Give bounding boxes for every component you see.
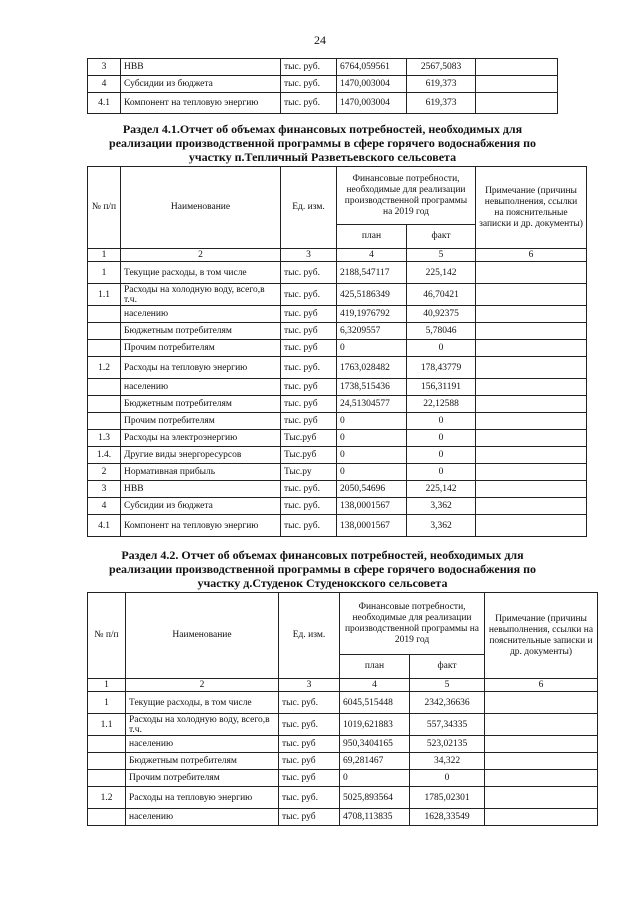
cell-fact: 225,142 (407, 481, 476, 498)
cell-plan: 1470,003004 (337, 76, 407, 93)
cell-fact: 46,70421 (407, 284, 476, 306)
cell-num (88, 809, 126, 826)
cell-unit: Тыс.руб (281, 430, 337, 447)
cell-note (476, 93, 558, 114)
cell-unit: тыс. руб (281, 323, 337, 340)
header-name: Наименование (121, 167, 281, 249)
cell-plan: 6,3209557 (337, 323, 407, 340)
cell-fact: 619,373 (407, 76, 476, 93)
cell-num (88, 323, 121, 340)
cell-unit: тыс. руб (281, 340, 337, 357)
cell-fact: 5,78046 (407, 323, 476, 340)
cell-note (485, 736, 598, 753)
cell-plan: 0 (340, 770, 410, 787)
header-fact: факт (410, 655, 485, 679)
cell-unit: Тыс.ру (281, 464, 337, 481)
cell-note (476, 379, 587, 396)
cell-plan: 1019,621883 (340, 714, 410, 736)
cell-name: НВВ (121, 481, 281, 498)
table-row (88, 59, 558, 76)
section-4-1-table (87, 166, 587, 537)
table-row (88, 753, 598, 770)
header-unit: Ед. изм. (279, 593, 340, 679)
cell-name: Прочим потребителям (121, 340, 281, 357)
header-note: Примечание (причины невыполнения, ссылки на пояснительные записки и др. документы) (476, 167, 587, 249)
cell-name: Расходы на холодную воду, всего,в т.ч. (121, 284, 281, 306)
cell-unit: тыс. руб. (279, 714, 340, 736)
header-needs: Финансовые потребности, необходимые для реализации производственной программы на 2019 год (340, 593, 485, 655)
cell-name: населению (121, 379, 281, 396)
cell-name: населению (126, 736, 279, 753)
table-row (88, 413, 587, 430)
cell-num: 2 (88, 464, 121, 481)
cell-num (88, 306, 121, 323)
col-index: 2 (126, 679, 279, 692)
table-row (88, 93, 558, 114)
cell-plan: 6764,059561 (337, 59, 407, 76)
col-index: 6 (485, 679, 598, 692)
header-unit: Ед. изм. (281, 167, 337, 249)
cell-plan: 425,5186349 (337, 284, 407, 306)
cell-note (476, 340, 587, 357)
cell-name: Компонент на тепловую энергию (121, 515, 281, 537)
cell-unit: тыс. руб (279, 770, 340, 787)
cell-name: Расходы на электроэнергию (121, 430, 281, 447)
cell-num: 1.4. (88, 447, 121, 464)
cell-fact: 0 (407, 340, 476, 357)
col-index: 1 (88, 679, 126, 692)
cell-unit: тыс. руб (281, 306, 337, 323)
header-needs: Финансовые потребности, необходимые для реализации производственной программы на 2019 год (337, 167, 476, 225)
col-index: 4 (340, 679, 410, 692)
table-row (88, 692, 598, 714)
continuation-table (87, 58, 558, 114)
cell-plan: 0 (337, 464, 407, 481)
table-row (88, 498, 587, 515)
cell-fact: 2567,5083 (407, 59, 476, 76)
cell-unit: тыс. руб. (279, 692, 340, 714)
cell-num: 1.2 (88, 787, 126, 809)
table-row (88, 284, 587, 306)
cell-unit: тыс. руб (279, 736, 340, 753)
cell-fact: 1785,02301 (410, 787, 485, 809)
col-index: 5 (407, 249, 476, 262)
col-index: 5 (410, 679, 485, 692)
cell-note (476, 59, 558, 76)
cell-note (476, 430, 587, 447)
cell-fact: 0 (410, 770, 485, 787)
cell-fact: 225,142 (407, 262, 476, 284)
cell-fact: 0 (407, 447, 476, 464)
col-index: 1 (88, 249, 121, 262)
cell-plan: 0 (337, 340, 407, 357)
header-plan: план (337, 225, 407, 249)
cell-unit: тыс. руб. (281, 93, 337, 114)
cell-num (88, 770, 126, 787)
col-index: 3 (281, 249, 337, 262)
cell-unit: тыс. руб. (281, 59, 337, 76)
cell-fact: 34,322 (410, 753, 485, 770)
cell-unit: Тыс.руб (281, 447, 337, 464)
cell-plan: 138,0001567 (337, 498, 407, 515)
cell-num: 1 (88, 262, 121, 284)
cell-name: Субсидии из бюджета (121, 76, 281, 93)
cell-fact: 3,362 (407, 498, 476, 515)
cell-fact: 619,373 (407, 93, 476, 114)
cell-num: 3 (88, 481, 121, 498)
cell-fact: 523,02135 (410, 736, 485, 753)
table-row (88, 430, 587, 447)
cell-plan: 950,3404165 (340, 736, 410, 753)
cell-name: Другие виды энергоресурсов (121, 447, 281, 464)
table-row (88, 357, 587, 379)
cell-fact: 3,362 (407, 515, 476, 537)
cell-note (485, 714, 598, 736)
cell-unit: тыс. руб. (281, 284, 337, 306)
section-4-1-title: Раздел 4.1.Отчет об объемах финансовых потребностей, необходимых для реализации производственной программы в сфере горячего водоснабжения по участку п.Тепличный Разветьевского сельсовета (109, 122, 536, 164)
cell-plan: 1470,003004 (337, 93, 407, 114)
cell-fact: 156,31191 (407, 379, 476, 396)
cell-name: Нормативная прибыль (121, 464, 281, 481)
cell-note (476, 262, 587, 284)
cell-fact: 22,12588 (407, 396, 476, 413)
table-row (88, 76, 558, 93)
cell-note (476, 498, 587, 515)
cell-name: Расходы на тепловую энергию (126, 787, 279, 809)
section-4-2-title: Раздел 4.2. Отчет об объемах финансовых потребностей, необходимых для реализации производственной программы в сфере горячего водоснабжения по участку д.Студенок Студенокского сельсовета (109, 548, 536, 590)
table-row (88, 714, 598, 736)
cell-num: 1.1 (88, 714, 126, 736)
cell-plan: 4708,113835 (340, 809, 410, 826)
table-row (88, 396, 587, 413)
table-row (88, 809, 598, 826)
cell-note (476, 306, 587, 323)
cell-fact: 557,34335 (410, 714, 485, 736)
cell-num: 1.1 (88, 284, 121, 306)
cell-plan: 419,1976792 (337, 306, 407, 323)
cell-unit: тыс. руб (281, 396, 337, 413)
table-row (88, 323, 587, 340)
header-num: № п/п (88, 167, 121, 249)
cell-name: населению (126, 809, 279, 826)
cell-num (88, 379, 121, 396)
cell-note (476, 413, 587, 430)
table-row (88, 306, 587, 323)
table-row (88, 447, 587, 464)
header-name: Наименование (126, 593, 279, 679)
col-index: 3 (279, 679, 340, 692)
cell-plan: 6045,515448 (340, 692, 410, 714)
cell-note (476, 515, 587, 537)
section-4-2-table (87, 592, 598, 826)
cell-note (476, 464, 587, 481)
cell-num (88, 340, 121, 357)
cell-fact: 178,43779 (407, 357, 476, 379)
cell-name: НВВ (121, 59, 281, 76)
cell-note (476, 357, 587, 379)
cell-note (485, 770, 598, 787)
header-num: № п/п (88, 593, 126, 679)
cell-note (476, 284, 587, 306)
cell-name: Компонент на тепловую энергию (121, 93, 281, 114)
cell-name: Прочим потребителям (121, 413, 281, 430)
cell-name: Текущие расходы, в том числе (121, 262, 281, 284)
table-row (88, 481, 587, 498)
cell-note (476, 447, 587, 464)
cell-note (485, 809, 598, 826)
cell-note (476, 76, 558, 93)
cell-unit: тыс. руб. (281, 498, 337, 515)
cell-num (88, 736, 126, 753)
cell-fact: 0 (407, 430, 476, 447)
header-note: Примечание (причины невыполнения, ссылки на пояснительные записки и др. документы) (485, 593, 598, 679)
table-row (88, 736, 598, 753)
cell-fact: 1628,33549 (410, 809, 485, 826)
cell-plan: 0 (337, 430, 407, 447)
cell-plan: 138,0001567 (337, 515, 407, 537)
cell-num: 3 (88, 59, 121, 76)
cell-plan: 2188,547117 (337, 262, 407, 284)
cell-note (485, 787, 598, 809)
cell-unit: тыс. руб. (281, 357, 337, 379)
cell-unit: тыс. руб (279, 753, 340, 770)
cell-plan: 5025,893564 (340, 787, 410, 809)
cell-name: Субсидии из бюджета (121, 498, 281, 515)
header-plan: план (340, 655, 410, 679)
cell-name: Расходы на холодную воду, всего,в т.ч. (126, 714, 279, 736)
cell-name: Бюджетным потребителям (126, 753, 279, 770)
cell-note (476, 323, 587, 340)
cell-fact: 2342,36636 (410, 692, 485, 714)
col-index: 6 (476, 249, 587, 262)
cell-num: 1.2 (88, 357, 121, 379)
table-row (88, 464, 587, 481)
cell-name: населению (121, 306, 281, 323)
cell-unit: тыс. руб. (281, 76, 337, 93)
cell-plan: 24,51304577 (337, 396, 407, 413)
cell-unit: тыс. руб (281, 379, 337, 396)
cell-fact: 0 (407, 413, 476, 430)
page-number: 24 (314, 33, 326, 47)
cell-num: 4 (88, 498, 121, 515)
cell-fact: 40,92375 (407, 306, 476, 323)
cell-name: Расходы на тепловую энергию (121, 357, 281, 379)
cell-unit: тыс. руб. (281, 515, 337, 537)
cell-num (88, 413, 121, 430)
cell-unit: тыс. руб (281, 413, 337, 430)
cell-unit: тыс. руб. (279, 787, 340, 809)
cell-num: 1.3 (88, 430, 121, 447)
cell-num: 1 (88, 692, 126, 714)
cell-num: 4.1 (88, 515, 121, 537)
cell-unit: тыс. руб. (281, 262, 337, 284)
cell-plan: 69,281467 (340, 753, 410, 770)
cell-plan: 2050,54696 (337, 481, 407, 498)
header-fact: факт (407, 225, 476, 249)
col-index: 4 (337, 249, 407, 262)
cell-unit: тыс. руб. (281, 481, 337, 498)
cell-num: 4.1 (88, 93, 121, 114)
table-row (88, 379, 587, 396)
cell-plan: 0 (337, 413, 407, 430)
cell-num: 4 (88, 76, 121, 93)
cell-name: Бюджетным потребителям (121, 323, 281, 340)
cell-note (485, 753, 598, 770)
cell-num (88, 396, 121, 413)
cell-plan: 1763,028482 (337, 357, 407, 379)
cell-unit: тыс. руб (279, 809, 340, 826)
cell-name: Текущие расходы, в том числе (126, 692, 279, 714)
cell-fact: 0 (407, 464, 476, 481)
cell-name: Прочим потребителям (126, 770, 279, 787)
cell-plan: 0 (337, 447, 407, 464)
cell-note (485, 692, 598, 714)
table-row (88, 787, 598, 809)
table-row (88, 515, 587, 537)
cell-plan: 1738,515436 (337, 379, 407, 396)
table-row (88, 770, 598, 787)
cell-note (476, 481, 587, 498)
cell-note (476, 396, 587, 413)
table-row (88, 262, 587, 284)
table-row (88, 340, 587, 357)
cell-num (88, 753, 126, 770)
cell-name: Бюджетным потребителям (121, 396, 281, 413)
col-index: 2 (121, 249, 281, 262)
